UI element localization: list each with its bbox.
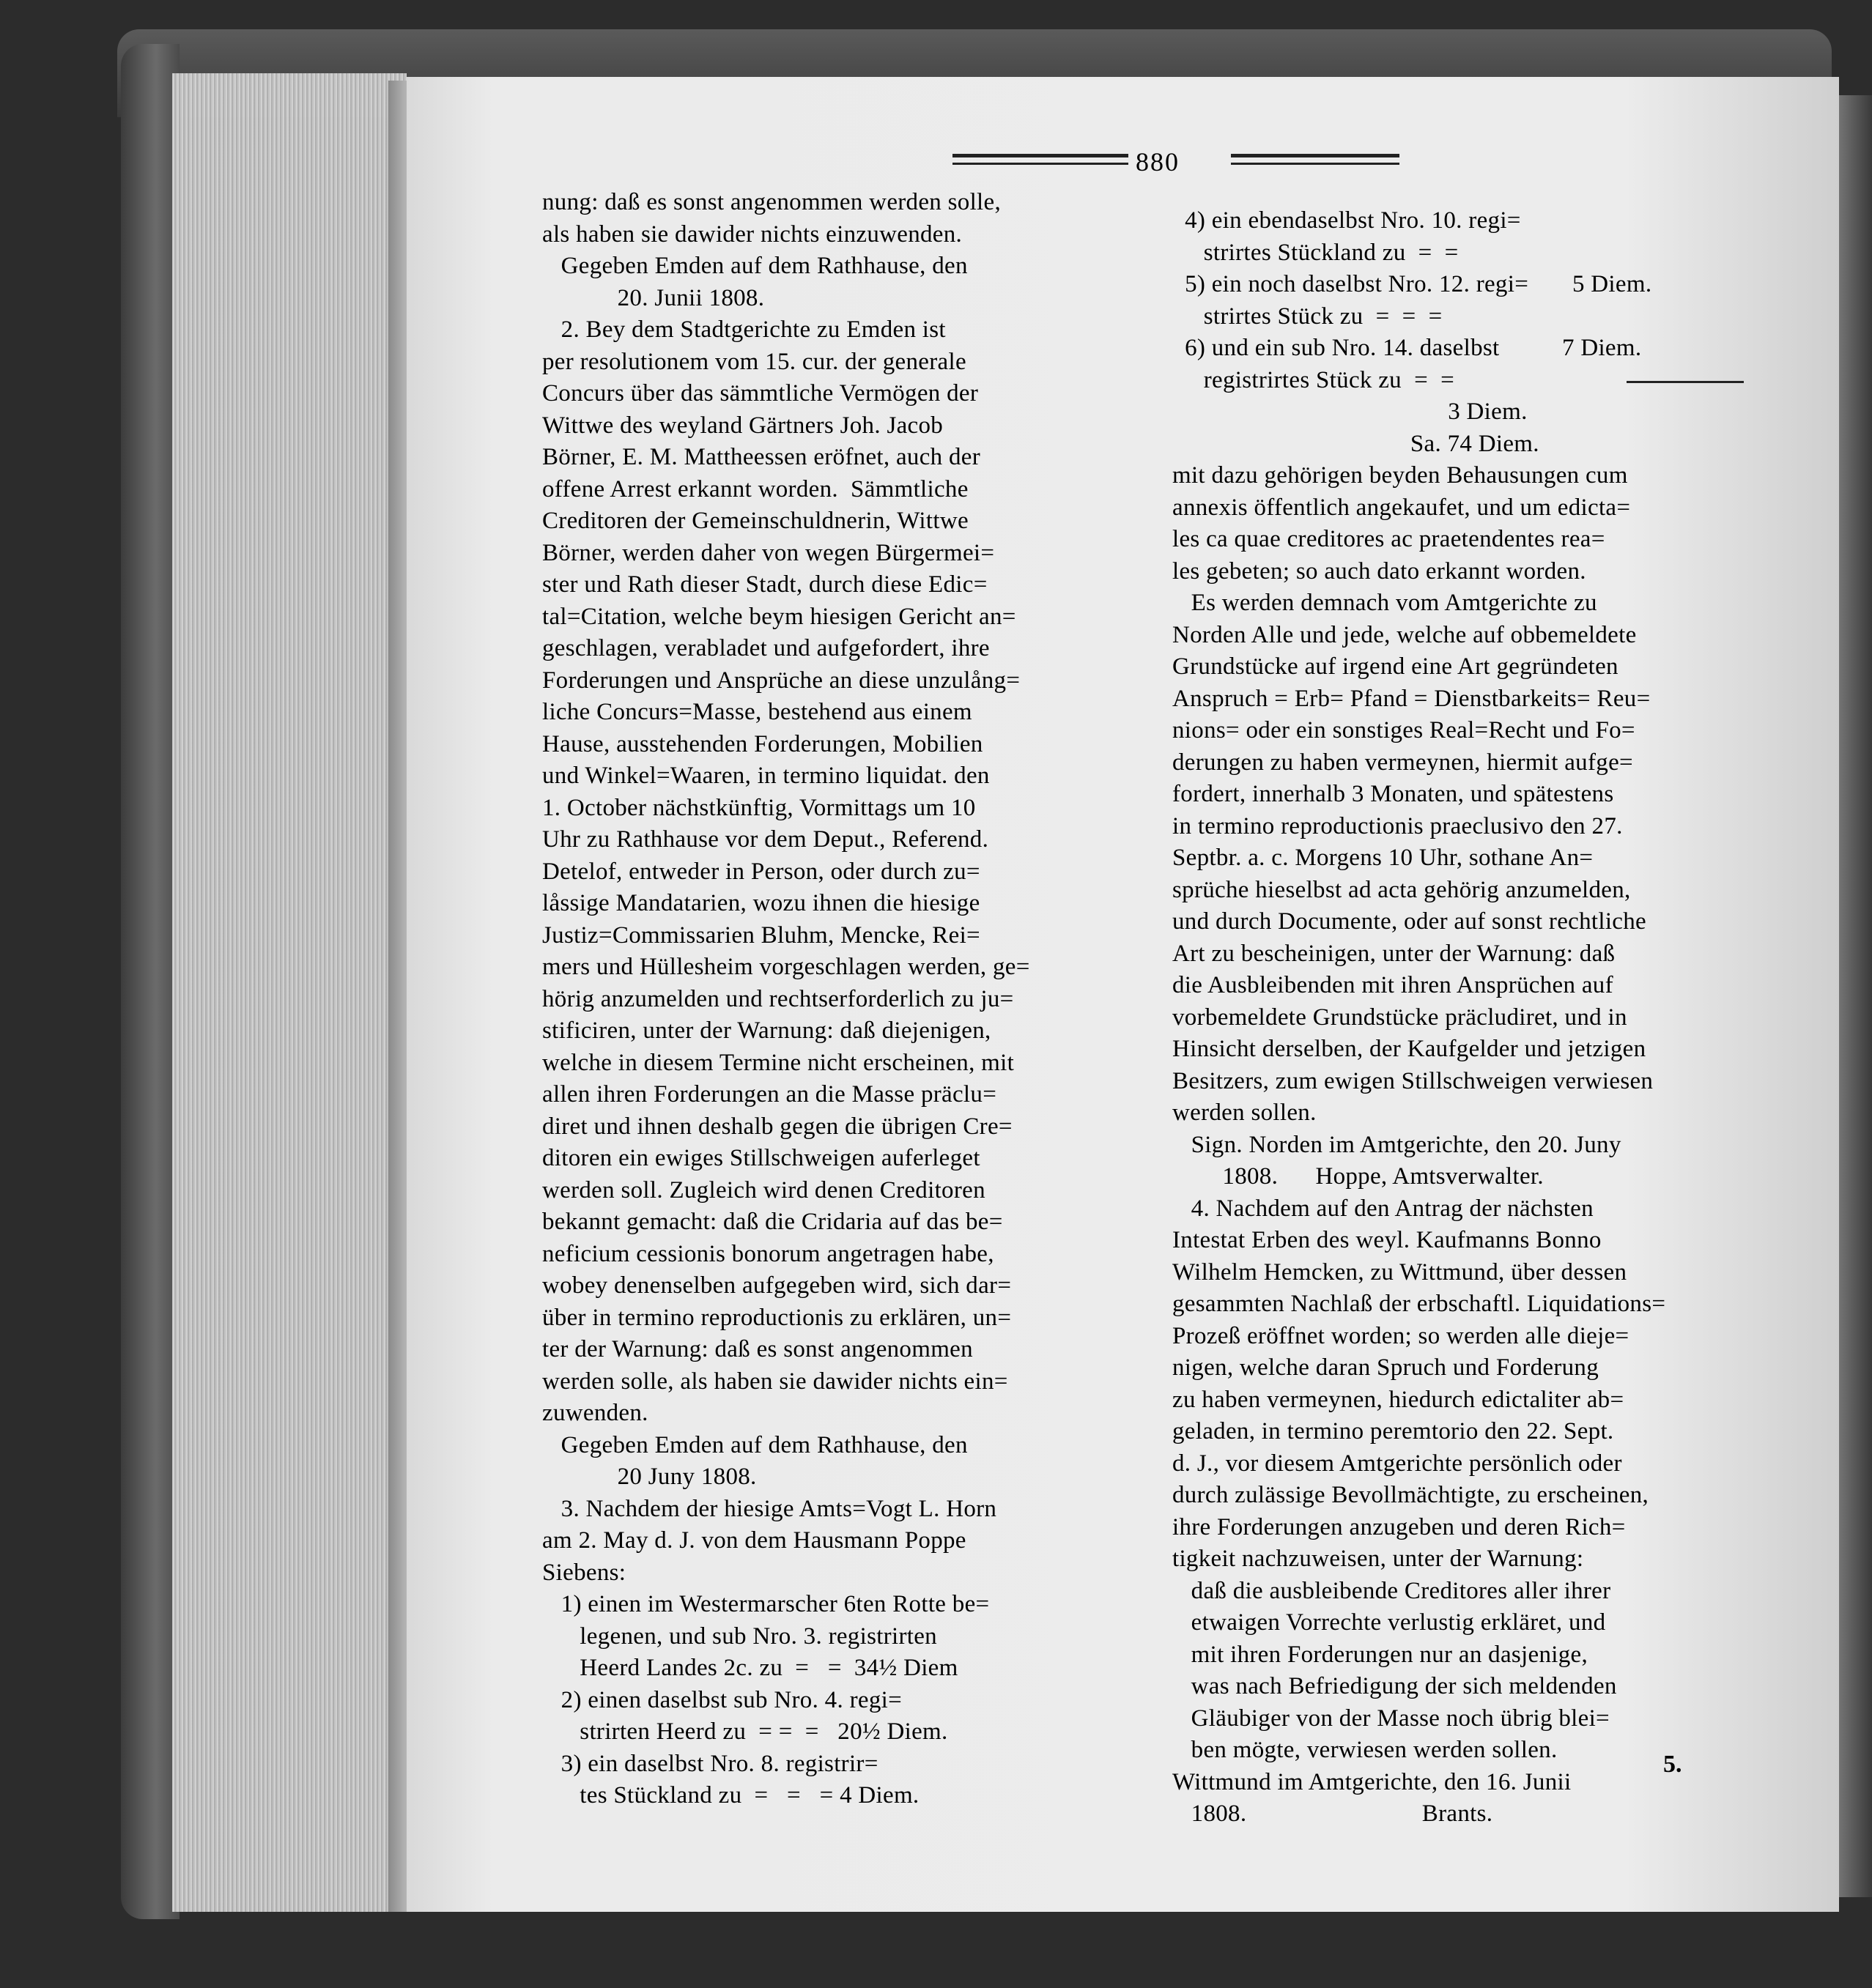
text-line: Uhr zu Rathhause vor dem Deput., Referend. xyxy=(542,826,989,853)
text-line: ditoren ein ewiges Stillschweigen auferleget xyxy=(542,1145,980,1171)
text-line: ihre Forderungen anzugeben und deren Rich= xyxy=(1172,1513,1626,1540)
text-line: derungen zu haben vermeynen, hiermit aufge= xyxy=(1172,749,1633,776)
header-rule-left-2 xyxy=(952,163,1128,165)
text-line: werden soll. Zugleich wird denen Creditoren xyxy=(542,1176,985,1203)
text-line: mit dazu gehörigen beyden Behausungen cum xyxy=(1172,462,1628,489)
text-line: Justiz=Commissarien Bluhm, Mencke, Rei= xyxy=(542,921,980,949)
text-line: allen ihren Forderungen an die Masse präclu= xyxy=(542,1081,997,1108)
text-line: Forderungen und Ansprüche an diese unzulång= xyxy=(542,667,1021,694)
text-line: als haben sie dawider nichts einzuwenden. xyxy=(542,220,963,248)
text-line: stificiren, unter der Warnung: daß diejenigen, xyxy=(542,1017,991,1044)
text-line: 20 Juny 1808. xyxy=(542,1464,757,1490)
text-line: Anspruch = Erb= Pfand = Dienstbarkeits= Reu= xyxy=(1172,685,1651,712)
text-line: les ca quae creditores ac praetendentes rea= xyxy=(1172,526,1605,552)
text-line: 1) einen im Westermarscher 6ten Rotte be= xyxy=(542,1591,990,1617)
text-line: strirtes Stück zu = = = xyxy=(1172,303,1443,330)
text-line: Gläubiger von der Masse noch übrig blei= xyxy=(1172,1705,1610,1732)
text-line: Börner, E. M. Mattheessen eröfnet, auch der xyxy=(542,444,981,470)
text-line: Creditoren der Gemeinschuldnerin, Wittwe xyxy=(542,508,969,534)
text-line: Besitzers, zum ewigen Stillschweigen verwiesen xyxy=(1172,1067,1654,1094)
text-line: Siebens: xyxy=(542,1559,626,1586)
left-column xyxy=(542,187,1143,1812)
text-line: 6) und ein sub Nro. 14. daselbst 7 Diem. xyxy=(1172,335,1642,361)
text-line: 4. Nachdem auf den Antrag der nächsten xyxy=(1172,1195,1594,1222)
text-line: und Winkel=Waaren, in termino liquidat. den xyxy=(542,763,990,789)
text-line: 20. Junii 1808. xyxy=(542,284,765,311)
text-line: offene Arrest erkannt worden. Sämmtliche xyxy=(542,475,969,502)
text-line: Grundstücke auf irgend eine Art gegründeten xyxy=(1172,653,1618,680)
text-line: etwaigen Vorrechte verlustig erkläret, und xyxy=(1172,1609,1606,1636)
text-line: Wittwe des weyland Gärtners Joh. Jacob xyxy=(542,412,944,439)
text-line: Börner, werden daher von wegen Bürgermei= xyxy=(542,539,995,566)
text-line: 3) ein daselbst Nro. 8. registrir= xyxy=(542,1750,878,1777)
text-line: fordert, innerhalb 3 Monaten, und spätestens xyxy=(1172,781,1614,807)
text-line: Gegeben Emden auf dem Rathhause, den xyxy=(542,1431,968,1458)
page-edges xyxy=(172,73,407,1912)
text-line: 3 Diem. xyxy=(1172,398,1528,425)
text-line: Heerd Landes 2c. zu = = 34½ Diem xyxy=(542,1655,958,1681)
text-line: zuwenden. xyxy=(542,1400,648,1426)
text-line: tes Stückland zu = = = 4 Diem. xyxy=(542,1782,920,1809)
text-line: und durch Documente, oder auf sonst rechtliche xyxy=(1172,908,1647,935)
header-rule-right xyxy=(1231,154,1399,157)
text-line: daß die ausbleibende Creditores aller ihrer xyxy=(1172,1577,1611,1604)
text-line: über in termino reproductionis zu erklären, un= xyxy=(542,1304,1012,1331)
catchword: 5. xyxy=(1663,1751,1682,1778)
text-line: 2) einen daselbst sub Nro. 4. regi= xyxy=(542,1686,902,1713)
text-line: gesammten Nachlaß der erbschaftl. Liquidations= xyxy=(1172,1291,1666,1317)
text-line: 5) ein noch daselbst Nro. 12. regi= 5 Diem. xyxy=(1172,271,1652,297)
text-line: Intestat Erben des weyl. Kaufmanns Bonno xyxy=(1172,1227,1602,1253)
text-line: geschlagen, verabladet und aufgefordert, ihre xyxy=(542,635,990,661)
text-line: welche in diesem Termine nicht erscheinen, mit xyxy=(542,1049,1015,1076)
text-line: neficium cessionis bonorum angetragen habe, xyxy=(542,1240,994,1267)
text-line: Concurs über das sämmtliche Vermögen der xyxy=(542,380,979,407)
text-line: ter der Warnung: daß es sonst angenommen xyxy=(542,1336,973,1362)
text-line: am 2. May d. J. von dem Hausmann Poppe xyxy=(542,1527,966,1554)
text-line: zu haben vermeynen, hiedurch edictaliter ab= xyxy=(1172,1386,1624,1413)
text-line: Norden Alle und jede, welche auf obbemeldete xyxy=(1172,621,1637,648)
text-line: vorbemeldete Grundstücke präcludiret, und in xyxy=(1172,1004,1627,1031)
text-line: Wilhelm Hemcken, zu Wittmund, über dessen xyxy=(1172,1258,1627,1286)
text-line: 3. Nachdem der hiesige Amts=Vogt L. Horn xyxy=(542,1495,997,1522)
text-line: die Ausbleibenden mit ihren Ansprüchen auf xyxy=(1172,972,1613,998)
page-number: 880 xyxy=(1136,147,1180,177)
text-line: nigen, welche daran Spruch und Forderung xyxy=(1172,1354,1599,1381)
text-line: annexis öffentlich angekaufet, und um edicta= xyxy=(1172,494,1631,521)
text-line: was nach Befriedigung der sich meldenden xyxy=(1172,1673,1617,1699)
text-line: strirten Heerd zu = = = 20½ Diem. xyxy=(542,1718,948,1745)
text-line: 1. October nächstkünftig, Vormittags um 10 xyxy=(542,794,976,821)
text-line: Septbr. a. c. Morgens 10 Uhr, sothane An= xyxy=(1172,845,1594,871)
header-rule-left xyxy=(952,154,1128,157)
text-line: 1808. Hoppe, Amtsverwalter. xyxy=(1172,1163,1544,1190)
text-line: per resolutionem vom 15. cur. der generale xyxy=(542,348,966,375)
text-line: Prozeß eröffnet worden; so werden alle dieje= xyxy=(1172,1322,1629,1349)
text-line: Detelof, entweder in Person, oder durch zu= xyxy=(542,858,980,885)
text-line: diret und ihnen deshalb gegen die übrigen Cre= xyxy=(542,1113,1013,1140)
text-line: sprüche hieselbst ad acta gehörig anzumelden, xyxy=(1172,876,1631,903)
text-line: legenen, und sub Nro. 3. registrirten xyxy=(542,1622,937,1650)
text-line: ben mögte, verwiesen werden sollen. xyxy=(1172,1737,1558,1763)
text-line: mit ihren Forderungen nur an dasjenige, xyxy=(1172,1641,1588,1668)
text-line: Wittmund im Amtgerichte, den 16. Junii xyxy=(1172,1768,1572,1795)
text-line: Sign. Norden im Amtgerichte, den 20. Juny xyxy=(1172,1131,1621,1158)
book-spine xyxy=(121,44,180,1919)
text-line: 2. Bey dem Stadtgerichte zu Emden ist xyxy=(542,316,946,343)
text-line: les gebeten; so auch dato erkannt worden. xyxy=(1172,557,1586,585)
text-line: werden solle, als haben sie dawider nichts ein= xyxy=(542,1368,1008,1395)
right-column xyxy=(1172,205,1766,1831)
text-line: 4) ein ebendaselbst Nro. 10. regi= xyxy=(1172,207,1521,234)
text-line: wobey denenselben aufgegeben wird, sich dar= xyxy=(542,1272,1012,1299)
text-line: geladen, in termino peremtorio den 22. Sept. xyxy=(1172,1418,1614,1444)
text-line: låssige Mandatarien, wozu ihnen die hiesige xyxy=(542,890,980,916)
text-line: 1808. Brants. xyxy=(1172,1800,1493,1827)
text-line: durch zulässige Bevollmächtigte, zu erscheinen, xyxy=(1172,1482,1649,1508)
sum-rule xyxy=(1627,381,1744,383)
text-line: tal=Citation, welche beym hiesigen Gericht an= xyxy=(542,603,1016,630)
text-line: werden sollen. xyxy=(1172,1099,1317,1126)
text-line: nions= oder ein sonstiges Real=Recht und Fo= xyxy=(1172,717,1635,743)
text-line: Hause, ausstehenden Forderungen, Mobilien xyxy=(542,730,983,757)
text-line: Es werden demnach vom Amtgerichte zu xyxy=(1172,590,1597,616)
text-line: registrirtes Stück zu = = xyxy=(1172,366,1455,393)
text-line: ster und Rath dieser Stadt, durch diese Edic= xyxy=(542,571,988,598)
text-line: strirtes Stückland zu = = xyxy=(1172,239,1459,266)
text-line: bekannt gemacht: daß die Cridaria auf das be= xyxy=(542,1209,1003,1235)
text-line: in termino reproductionis praeclusivo den 27. xyxy=(1172,812,1623,839)
text-line: liche Concurs=Masse, bestehend aus einem xyxy=(542,699,972,725)
text-line: nung: daß es sonst angenommen werden solle, xyxy=(542,189,1002,215)
text-line: Gegeben Emden auf dem Rathhause, den xyxy=(542,253,968,279)
text-line: Hinsicht derselben, der Kaufgelder und jetzigen xyxy=(1172,1036,1646,1062)
text-line: d. J., vor diesem Amtgerichte persönlich oder xyxy=(1172,1450,1622,1477)
header-rule-right-2 xyxy=(1231,163,1399,165)
text-line: Art zu bescheinigen, unter der Warnung: daß xyxy=(1172,940,1616,967)
text-line: hörig anzumelden und rechtserforderlich zu ju= xyxy=(542,985,1014,1012)
text-line: Sa. 74 Diem. xyxy=(1172,430,1539,457)
text-line: mers und Hüllesheim vorgeschlagen werden, ge= xyxy=(542,954,1030,980)
text-line: tigkeit nachzuweisen, unter der Warnung: xyxy=(1172,1546,1584,1572)
